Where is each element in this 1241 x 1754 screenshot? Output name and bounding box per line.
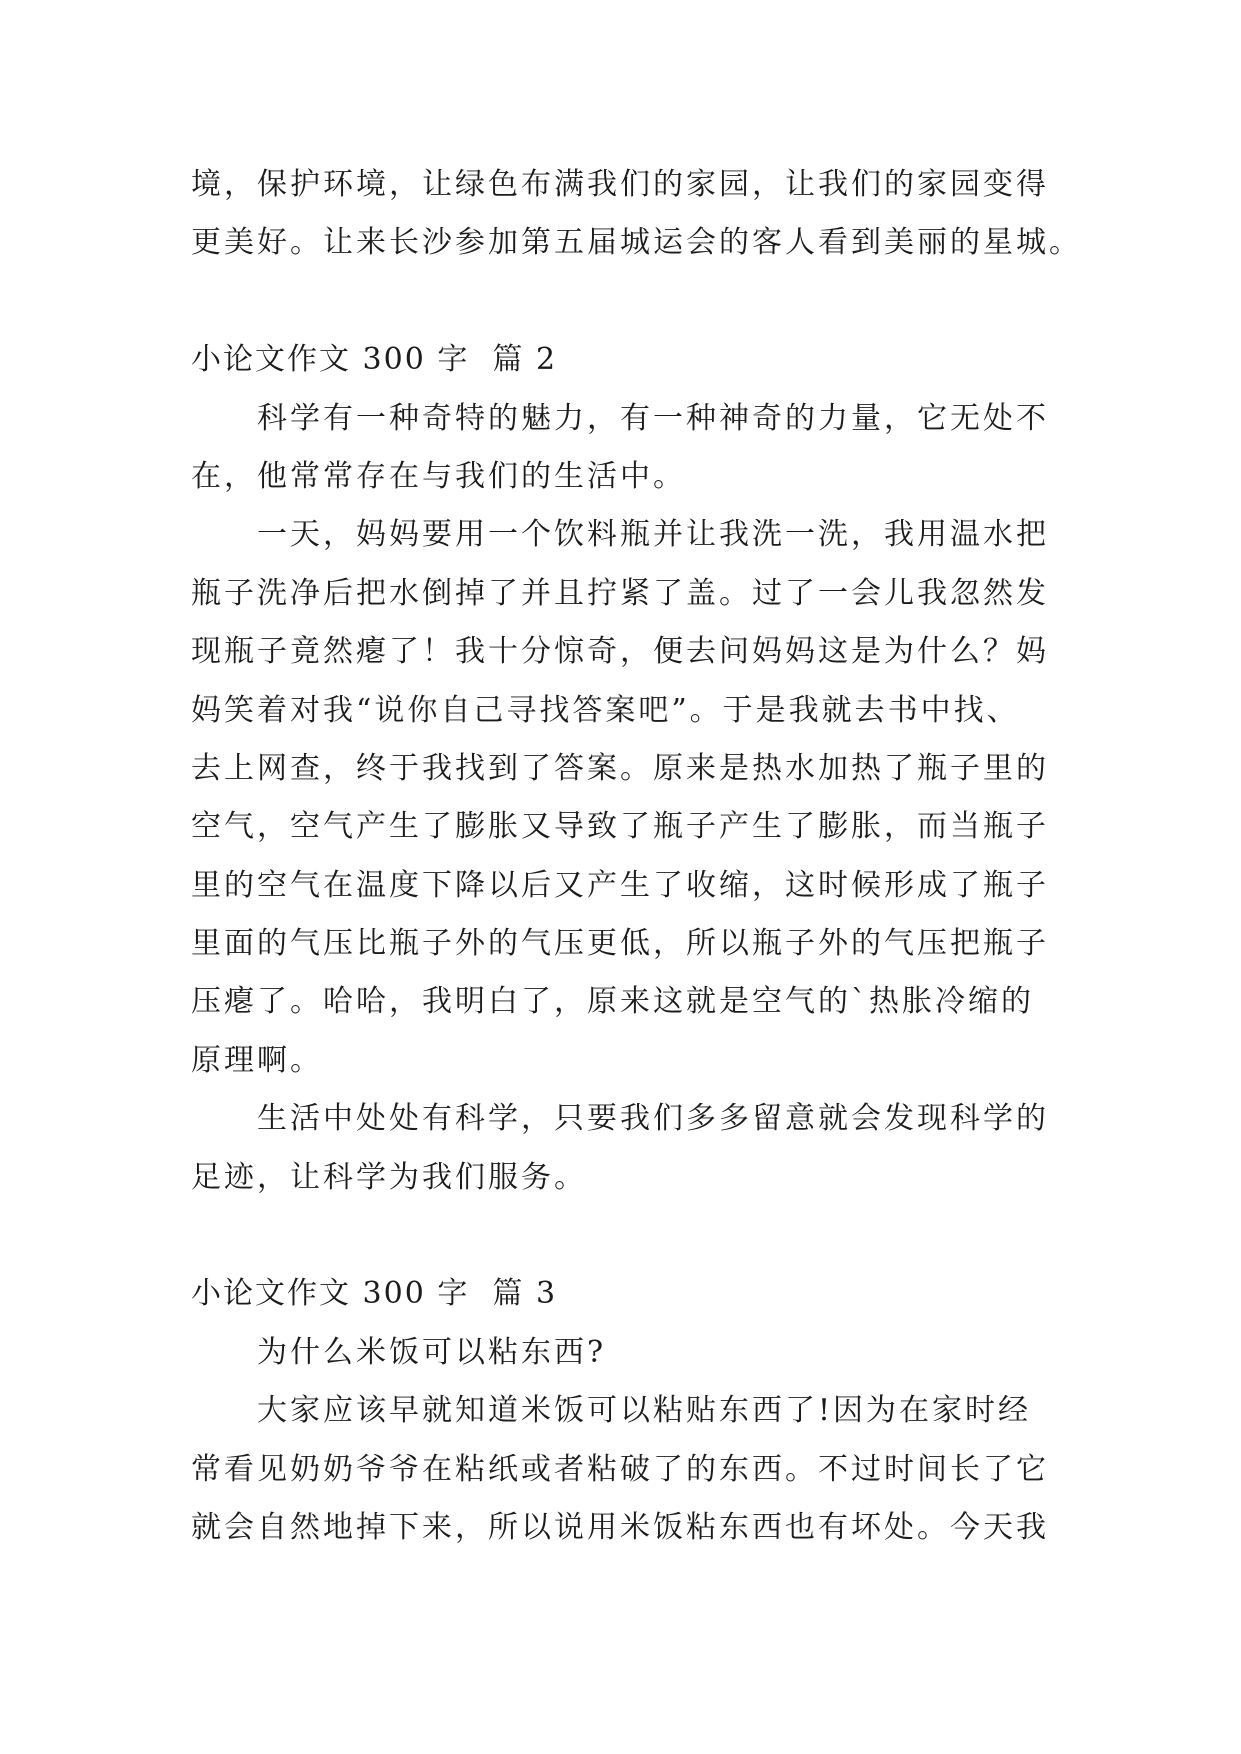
text-line: 里面的气压比瓶子外的气压更低，所以瓶子外的气压把瓶子 [191, 926, 1049, 962]
text-line: 境，保护环境，让绿色布满我们的家园，让我们的家园变得 [191, 167, 1049, 202]
text-line: 原理啊。 [191, 1042, 323, 1078]
paragraph [191, 1382, 1091, 1557]
text-line: 瓶子洗净后把水倒掉了并且拧紧了盖。过了一会儿我忽然发 [191, 575, 1049, 611]
text-line: 一天，妈妈要用一个饮料瓶并让我洗一洗，我用温水把 [257, 517, 1049, 553]
text-line: 大家应该早就知道米饭可以粘贴东西了!因为在家时经 [257, 1393, 1032, 1429]
document-body [191, 156, 1091, 1557]
paragraph [191, 1090, 1091, 1207]
text-line: 去上网查，终于我找到了答案。原来是热水加热了瓶子里的 [191, 750, 1049, 786]
paragraph [191, 506, 1091, 1090]
text-line: 妈笑着对我“说你自己寻找答案吧”。于是我就去书中找、 [191, 692, 1020, 728]
text-line: 里的空气在温度下降以后又产生了收缩，这时候形成了瓶子 [191, 867, 1049, 903]
text-line: 空气，空气产生了膨胀又导致了瓶子产生了膨胀，而当瓶子 [191, 809, 1049, 845]
text-line: 在，他常常存在与我们的生活中。 [191, 458, 686, 494]
text-line: 就会自然地掉下来，所以说用米饭粘东西也有坏处。今天我 [191, 1509, 1049, 1545]
essay-section-3 [191, 1265, 1091, 1557]
text-line: 科学有一种奇特的魅力，有一种神奇的力量，它无处不 [257, 400, 1049, 436]
section-heading: 小论文作文 300 字 篇 3 [191, 1276, 558, 1312]
text-line: 现瓶子竟然瘪了！我十分惊奇，便去问妈妈这是为什么？妈 [191, 634, 1049, 670]
paragraph [191, 390, 1091, 507]
essay-section-2 [191, 331, 1091, 1207]
text-line: 更美好。让来长沙参加第五届城运会的客人看到美丽的星城。 [191, 225, 1082, 261]
text-line: 为什么米饭可以粘东西? [257, 1334, 607, 1370]
paragraph [191, 1324, 1091, 1382]
text-line: 足迹，让科学为我们服务。 [191, 1159, 587, 1195]
text-line: 压瘪了。哈哈，我明白了，原来这就是空气的`热胀冷缩的 [191, 984, 1034, 1020]
continued-paragraph [191, 156, 1091, 273]
text-line: 常看见奶奶爷爷在粘纸或者粘破了的东西。不过时间长了它 [191, 1451, 1049, 1487]
text-line: 生活中处处有科学，只要我们多多留意就会发现科学的 [257, 1101, 1049, 1137]
section-heading: 小论文作文 300 字 篇 2 [191, 342, 558, 378]
